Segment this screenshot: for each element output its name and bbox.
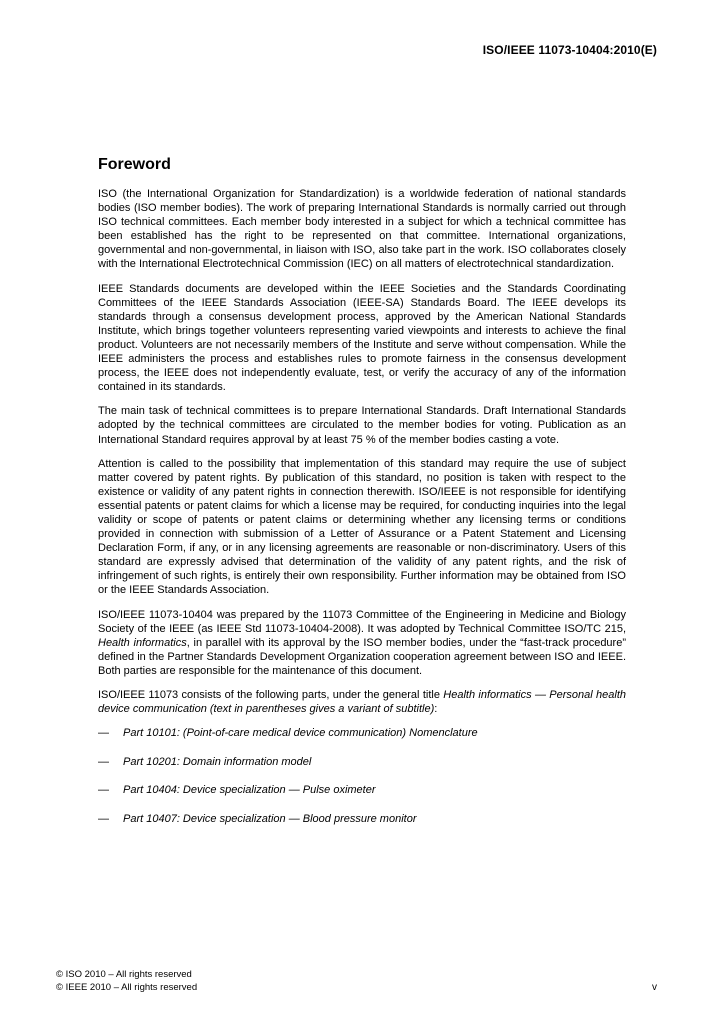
list-item xyxy=(98,783,626,797)
list-item xyxy=(98,726,626,740)
list-item-text: Part 10101: (Point-of-care medical device communication) Nomenclature xyxy=(123,727,478,740)
copyright-iso: © ISO 2010 – All rights reserved xyxy=(56,969,192,980)
parts-intro-text-1: ISO/IEEE 11073 consists of the following parts, under the general title xyxy=(98,689,444,701)
foreword-section xyxy=(98,154,626,841)
paragraph-preparation xyxy=(98,608,626,678)
paragraph-parts-intro xyxy=(98,688,626,716)
paragraph-iso-intro: ISO (the International Organization for Standardization) is a worldwide federation of national standards bodies (ISO member bodies). The work of preparing International Standards is normally carried out through ISO technical committees. Each member body interested in a subject for which a technical committee has been established has the right to be represented on that committee. International organizations, governmental and non-governmental, in liaison with ISO, also take part in the work. ISO collaborates closely with the International Electrotechnical Commission (IEC) on all matters of electrotechnical standardization. xyxy=(98,188,626,271)
section-title: Foreword xyxy=(98,156,171,173)
list-dash: — xyxy=(98,755,109,768)
parts-list xyxy=(98,726,626,826)
list-dash: — xyxy=(98,784,109,797)
paragraph-technical-committees: The main task of technical committees is to prepare International Standards. Draft International Standards adopted by the technical committees are circulated to the member bodies for voting. Publication as an International Standard requires approval by at least 75 % of the member bodies casting a vote. xyxy=(98,405,626,446)
paragraph-ieee-intro: IEEE Standards documents are developed within the IEEE Societies and the Standards Coordinating Committees of the IEEE Standards Association (IEEE-SA) Standards Board. The IEEE develops its standards through a consensus development process, approved by the American National Standards Institute, which brings together volunteers representing varied viewpoints and interests to achieve the final product. Volunteers are not necessarily members of the Institute and serve without compensation. While the IEEE administers the process and establishes rules to promote fairness in the consensus development process, the IEEE does not independently evaluate, test, or verify the accuracy of any of the information contained in its standards. xyxy=(98,282,626,394)
copyright-footer xyxy=(56,969,197,994)
preparation-text-2: , in parallel with its approval by the ISO member bodies, under the “fast-track procedure” defined in the Partner Standards Development Organization cooperation agreement between ISO and IEEE. Both parties are responsible for the maintenance of this document. xyxy=(98,636,626,677)
page-number: v xyxy=(652,982,657,993)
list-item-text: Part 10404: Device specialization — Pulse oximeter xyxy=(123,784,376,797)
list-item xyxy=(98,755,626,769)
parts-intro-text-2: : xyxy=(434,703,438,716)
paragraph-patent-notice: Attention is called to the possibility that implementation of this standard may require the use of subject matter covered by patent rights. By publication of this standard, no position is taken with respect to the existence or validity of any patent rights in connection therewith. ISO/IEEE is not responsible for identifying essential patents or patent claims for which a license may be required, for conducting inquiries into the legal validity or scope of patents or patent claims or determining whether any licensing terms or conditions provided in connection with submission of a Letter of Assurance or a Patent Statement and Licensing Declaration Form, if any, or in any licensing agreements are reasonable or non-discriminatory. Users of this standard are expressly advised that determination of the validity of any patent rights, and the risk of infringement of such rights, is entirely their own responsibility. Further information may be obtained from ISO or the IEEE Standards Association. xyxy=(98,457,626,597)
list-item-text: Part 10201: Domain information model xyxy=(123,755,312,768)
copyright-ieee: © IEEE 2010 – All rights reserved xyxy=(56,981,198,993)
parts-intro-text-italic: Health informatics — Personal health device communication (text in parentheses gives a variant of subtitle) xyxy=(98,689,626,716)
list-dash: — xyxy=(98,727,109,740)
list-dash: — xyxy=(98,812,109,825)
list-item xyxy=(98,812,626,826)
preparation-text-italic: Health informatics xyxy=(98,636,187,649)
list-item-text: Part 10407: Device specialization — Blood pressure monitor xyxy=(123,812,417,825)
document-code: ISO/IEEE 11073-10404:2010(E) xyxy=(482,43,657,57)
preparation-text-1: ISO/IEEE 11073-10404 was prepared by the 11073 Committee of the Engineering in Medicine and Biology Society of the IEEE (as IEEE Std 11073-10404-2008). It was adopted by Technical Committee ISO/TC 215, xyxy=(98,608,626,635)
